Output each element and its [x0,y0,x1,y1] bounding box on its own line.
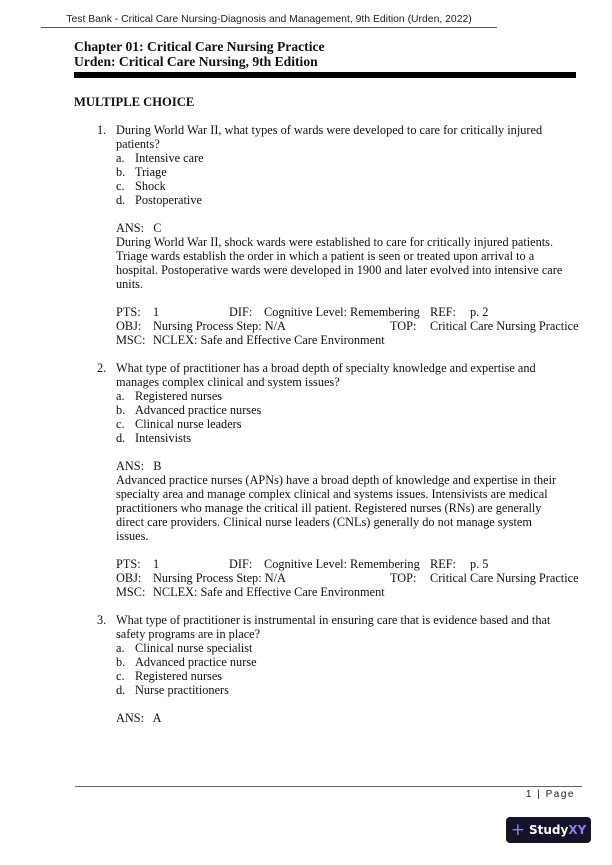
option-text: Shock [135,179,166,193]
page-number: 1 | Page [525,789,575,800]
book-title: Urden: Critical Care Nursing, 9th Edition [74,54,318,69]
option-letter: b. [116,655,126,669]
option-text: Nurse practitioners [135,683,229,697]
option-text: Triage [135,165,167,179]
question-number: 3. [97,613,107,627]
option-text: Clinical nurse specialist [135,641,253,655]
question-3 [97,613,567,725]
option-text: Advanced practice nurses [135,403,262,417]
obj-value: Nursing Process Step: N/A [153,571,286,585]
option-a [116,389,567,403]
answer-value: C [153,221,162,235]
msc-label: MSC: [116,585,146,599]
question-list [97,123,579,739]
option-letter: a. [116,641,125,655]
option-d [116,683,567,697]
top-value: Critical Care Nursing Practice [430,319,579,333]
logo-text: Study [528,823,569,837]
msc-value: NCLEX: Safe and Effective Care Environment [153,585,385,599]
option-text: Postoperative [135,193,202,207]
ref-label: REF: [430,305,456,319]
pts-value: 1 [153,557,160,571]
ref-value: p. 2 [470,305,489,319]
option-letter: d. [116,431,126,445]
logo-text-accent: XY [568,823,587,837]
running-header: Test Bank - Critical Care Nursing-Diagnosis and Management, 9th Edition (Urden, 2022) [66,14,472,25]
plus-icon: + [510,819,525,840]
document-title [74,39,325,69]
option-letter: b. [116,403,126,417]
answer-line [116,221,567,235]
title-rule [74,72,576,78]
option-letter: b. [116,165,126,179]
msc-label: MSC: [116,333,146,347]
question-2 [97,361,579,599]
option-text: Advanced practice nurse [135,655,257,669]
obj-label: OBJ: [116,319,142,333]
pts-label: PTS: [116,305,141,319]
option-letter: c. [116,179,125,193]
option-a [116,641,567,655]
top-value: Critical Care Nursing Practice [430,571,579,585]
section-heading: MULTIPLE CHOICE [74,95,195,109]
option-letter: c. [116,417,125,431]
answer-value: A [152,711,162,725]
option-c [116,179,567,193]
question-1 [97,123,579,347]
answer-line [116,459,567,473]
footer-divider [75,786,582,787]
option-letter: d. [116,193,126,207]
msc-value: NCLEX: Safe and Effective Care Environment [153,333,385,347]
option-c [116,417,567,431]
answer-label: ANS: [116,221,145,235]
option-text: Registered nurses [135,389,223,403]
pts-label: PTS: [116,557,141,571]
dif-value: Cognitive Level: Remembering [264,557,420,571]
ref-value: p. 5 [470,557,489,571]
option-text: Intensive care [135,151,204,165]
question-text: What type of practitioner is instrumental in ensuring care that is evidence based and that safety programs are in place? [116,613,551,641]
option-letter: a. [116,151,125,165]
studyxy-logo[interactable] [506,817,591,843]
rationale: During World War II, shock wards were established to care for critically injured patients. Triage wards establish the order in which a patient is seen or treated upon arrival to a hospital. Postoperative wards were developed in 1900 and later evolved into intensive care units. [116,235,563,291]
option-d [116,431,567,445]
option-b [116,403,567,417]
dif-label: DIF: [229,305,253,319]
option-text: Clinical nurse leaders [135,417,242,431]
question-number: 1. [97,123,107,137]
answer-line [116,711,567,725]
option-letter: c. [116,669,125,683]
option-text: Registered nurses [135,669,223,683]
option-letter: a. [116,389,125,403]
answer-value: B [153,459,162,473]
option-b [116,655,567,669]
option-d [116,193,567,207]
dif-label: DIF: [229,557,253,571]
header-divider [41,27,497,28]
top-label: TOP: [390,319,417,333]
question-text: What type of practitioner has a broad depth of specialty knowledge and expertise and manages complex clinical and system issues? [116,361,536,389]
rationale: Advanced practice nurses (APNs) have a broad depth of knowledge and expertise in their specialty area and manage complex clinical and systems issues. Intensivists are medical practitioners who manage the critical ill patient. Registered nurses (RNs) are generally direct care providers. Clinical nurse leaders (CNLs) generally do not manage system issues. [116,473,557,543]
question-number: 2. [97,361,107,375]
pts-value: 1 [153,305,160,319]
question-metadata [116,305,579,347]
answer-label: ANS: [116,459,145,473]
top-label: TOP: [390,571,417,585]
option-c [116,669,567,683]
dif-value: Cognitive Level: Remembering [264,305,420,319]
ref-label: REF: [430,557,456,571]
question-text: During World War II, what types of wards were developed to care for critically injured patients? [116,123,543,151]
option-text: Intensivists [135,431,192,445]
option-b [116,165,567,179]
chapter-title: Chapter 01: Critical Care Nursing Practice [74,39,325,54]
option-letter: d. [116,683,126,697]
obj-value: Nursing Process Step: N/A [153,319,286,333]
question-metadata [116,557,579,599]
answer-label: ANS: [116,711,145,725]
option-a [116,151,567,165]
obj-label: OBJ: [116,571,142,585]
